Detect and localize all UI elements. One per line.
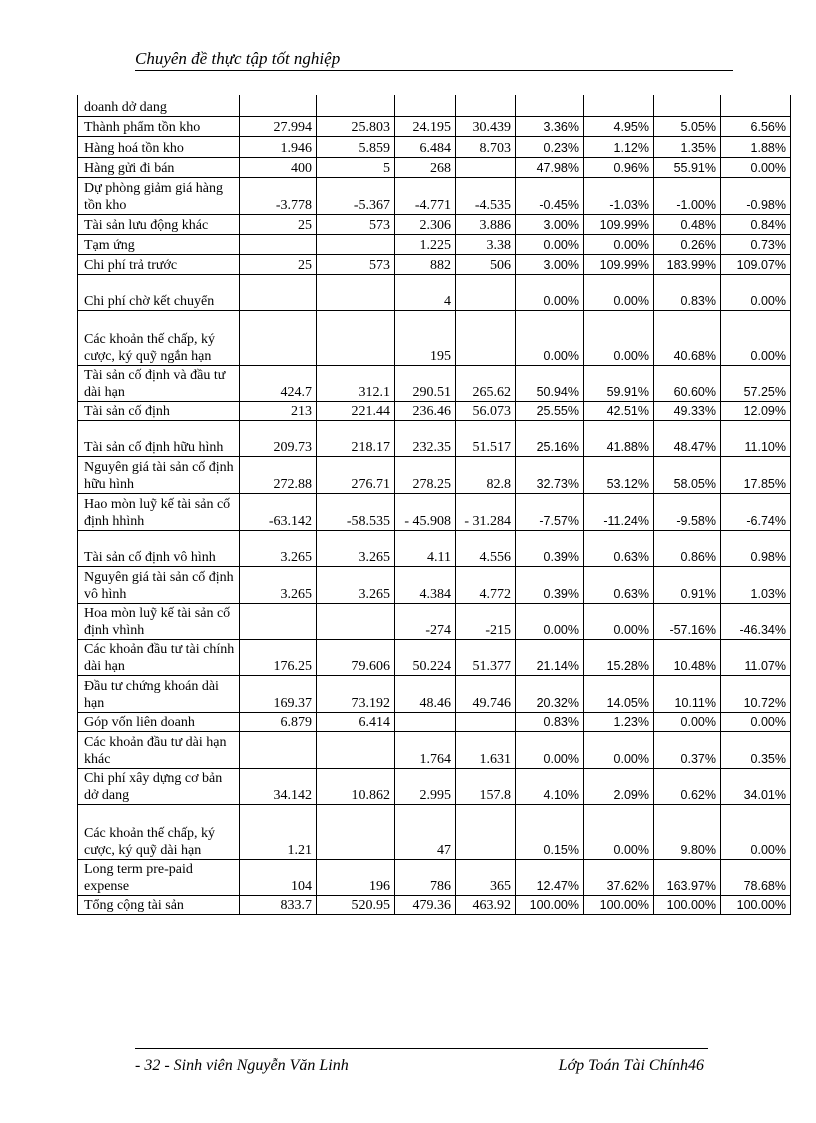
percent-cell: 0.00%	[516, 731, 584, 768]
value-cell	[317, 731, 395, 768]
percent-cell: 40.68%	[654, 310, 721, 365]
value-cell: 51.517	[456, 420, 516, 456]
value-cell: -58.535	[317, 493, 395, 530]
percent-cell: -46.34%	[721, 603, 791, 639]
percent-cell: 14.05%	[584, 675, 654, 712]
value-cell: 25	[240, 254, 317, 274]
percent-cell: 0.84%	[721, 214, 791, 234]
value-cell: 34.142	[240, 768, 317, 804]
percent-cell: 20.32%	[516, 675, 584, 712]
value-cell: 47	[395, 804, 456, 859]
table-row	[78, 214, 791, 234]
value-cell: 272.88	[240, 456, 317, 493]
value-cell: 213	[240, 401, 317, 420]
value-cell: 265.62	[456, 365, 516, 401]
value-cell	[317, 603, 395, 639]
percent-cell: 0.98%	[721, 530, 791, 566]
row-label: Hàng hoá tồn kho	[78, 136, 240, 157]
percent-cell: 12.09%	[721, 401, 791, 420]
value-cell: 221.44	[317, 401, 395, 420]
value-cell: 5.859	[317, 136, 395, 157]
row-label: Góp vốn liên doanh	[78, 712, 240, 731]
percent-cell: 10.11%	[654, 675, 721, 712]
table-row	[78, 254, 791, 274]
value-cell: 2.995	[395, 768, 456, 804]
percent-cell: 37.62%	[584, 859, 654, 895]
value-cell: 786	[395, 859, 456, 895]
percent-cell: 0.00%	[721, 804, 791, 859]
percent-cell: 47.98%	[516, 157, 584, 177]
percent-cell: 0.63%	[584, 530, 654, 566]
percent-cell: 60.60%	[654, 365, 721, 401]
table-row	[78, 639, 791, 675]
row-label: Tài sản cố định hữu hình	[78, 420, 240, 456]
value-cell: 3.265	[240, 530, 317, 566]
percent-cell: 9.80%	[654, 804, 721, 859]
percent-cell: 11.10%	[721, 420, 791, 456]
percent-cell: 57.25%	[721, 365, 791, 401]
percent-cell: 109.07%	[721, 254, 791, 274]
table-row	[78, 365, 791, 401]
percent-cell: 0.86%	[654, 530, 721, 566]
table-row	[78, 420, 791, 456]
value-cell	[456, 804, 516, 859]
table-row	[78, 603, 791, 639]
value-cell: 278.25	[395, 456, 456, 493]
value-cell: 218.17	[317, 420, 395, 456]
value-cell: 520.95	[317, 895, 395, 914]
value-cell: 176.25	[240, 639, 317, 675]
value-cell: 209.73	[240, 420, 317, 456]
value-cell: -63.142	[240, 493, 317, 530]
table-row	[78, 456, 791, 493]
value-cell: 27.994	[240, 116, 317, 136]
table-row	[78, 566, 791, 603]
percent-cell: 0.39%	[516, 530, 584, 566]
percent-cell: 11.07%	[721, 639, 791, 675]
value-cell: 573	[317, 254, 395, 274]
value-cell: 1.946	[240, 136, 317, 157]
footer-class-name: Lớp Toán Tài Chính46	[558, 1057, 704, 1074]
percent-cell: 1.88%	[721, 136, 791, 157]
row-label: Tổng cộng tài sản	[78, 895, 240, 914]
percent-cell: 0.00%	[516, 234, 584, 254]
row-label: Tài sản lưu động khác	[78, 214, 240, 234]
value-cell: - 31.284	[456, 493, 516, 530]
percent-cell: -0.45%	[516, 177, 584, 214]
value-cell: 506	[456, 254, 516, 274]
percent-cell: 0.39%	[516, 566, 584, 603]
percent-cell: 0.00%	[721, 157, 791, 177]
table-row	[78, 731, 791, 768]
value-cell: 424.7	[240, 365, 317, 401]
row-label: Tài sản cố định vô hình	[78, 530, 240, 566]
value-cell: 1.764	[395, 731, 456, 768]
table-body	[78, 95, 791, 914]
table-row	[78, 116, 791, 136]
percent-cell: 0.83%	[654, 274, 721, 310]
balance-sheet-table	[77, 95, 791, 915]
value-cell: 573	[317, 214, 395, 234]
row-label: Hoa mòn luỹ kế tài sản cố định vhình	[78, 603, 240, 639]
percent-cell: 0.00%	[721, 712, 791, 731]
row-label: Nguyên giá tài sản cố định hữu hình	[78, 456, 240, 493]
percent-cell: -57.16%	[654, 603, 721, 639]
percent-cell: 163.97%	[654, 859, 721, 895]
value-cell: 4.556	[456, 530, 516, 566]
table-row	[78, 712, 791, 731]
table-row	[78, 895, 791, 914]
value-cell: 196	[317, 859, 395, 895]
percent-cell: 0.91%	[654, 566, 721, 603]
value-cell	[240, 95, 317, 116]
percent-cell: 42.51%	[584, 401, 654, 420]
value-cell: 3.265	[240, 566, 317, 603]
row-label: Hao mòn luỹ kế tài sản cố định hhình	[78, 493, 240, 530]
percent-cell: 0.00%	[516, 274, 584, 310]
percent-cell: 6.56%	[721, 116, 791, 136]
row-label: Chi phí chờ kết chuyển	[78, 274, 240, 310]
row-label: Các khoản thế chấp, ký cược, ký quỹ dài hạn	[78, 804, 240, 859]
percent-cell: 10.72%	[721, 675, 791, 712]
percent-cell: 12.47%	[516, 859, 584, 895]
percent-cell: 0.00%	[584, 804, 654, 859]
value-cell: 365	[456, 859, 516, 895]
row-label: Các khoản thế chấp, ký cược, ký quỹ ngắn hạn	[78, 310, 240, 365]
percent-cell: -0.98%	[721, 177, 791, 214]
value-cell: 232.35	[395, 420, 456, 456]
value-cell	[456, 95, 516, 116]
value-cell: 6.879	[240, 712, 317, 731]
table-row	[78, 274, 791, 310]
percent-cell: 10.48%	[654, 639, 721, 675]
value-cell: 400	[240, 157, 317, 177]
value-cell: 4.384	[395, 566, 456, 603]
percent-cell: 25.55%	[516, 401, 584, 420]
value-cell: -215	[456, 603, 516, 639]
percent-cell: 21.14%	[516, 639, 584, 675]
row-label: Các khoản đầu tư dài hạn khác	[78, 731, 240, 768]
percent-cell: -11.24%	[584, 493, 654, 530]
value-cell: 157.8	[456, 768, 516, 804]
percent-cell: 0.00%	[516, 603, 584, 639]
value-cell	[240, 603, 317, 639]
value-cell	[456, 310, 516, 365]
value-cell: 3.265	[317, 530, 395, 566]
value-cell: 25	[240, 214, 317, 234]
percent-cell	[721, 95, 791, 116]
table-row	[78, 768, 791, 804]
page-footer	[135, 1048, 708, 1074]
percent-cell: 109.99%	[584, 254, 654, 274]
percent-cell: 0.00%	[721, 274, 791, 310]
percent-cell: -6.74%	[721, 493, 791, 530]
value-cell	[317, 310, 395, 365]
percent-cell: 0.96%	[584, 157, 654, 177]
value-cell: 268	[395, 157, 456, 177]
percent-cell: 49.33%	[654, 401, 721, 420]
value-cell: 312.1	[317, 365, 395, 401]
percent-cell: 0.37%	[654, 731, 721, 768]
table-row	[78, 95, 791, 116]
percent-cell: 0.00%	[516, 310, 584, 365]
percent-cell: 100.00%	[654, 895, 721, 914]
table-row	[78, 530, 791, 566]
percent-cell: 0.00%	[584, 731, 654, 768]
percent-cell: 50.94%	[516, 365, 584, 401]
value-cell	[317, 95, 395, 116]
value-cell: 6.414	[317, 712, 395, 731]
value-cell: 79.606	[317, 639, 395, 675]
row-label: Chi phí trả trước	[78, 254, 240, 274]
percent-cell: 0.00%	[584, 603, 654, 639]
row-label: Tài sản cố định	[78, 401, 240, 420]
row-label: Long term pre-paid expense	[78, 859, 240, 895]
percent-cell: 100.00%	[721, 895, 791, 914]
value-cell: 479.36	[395, 895, 456, 914]
value-cell: 276.71	[317, 456, 395, 493]
value-cell: 4.11	[395, 530, 456, 566]
table-row	[78, 157, 791, 177]
value-cell: 1.225	[395, 234, 456, 254]
value-cell: 3.886	[456, 214, 516, 234]
value-cell: 24.195	[395, 116, 456, 136]
percent-cell: 3.36%	[516, 116, 584, 136]
value-cell: -4.535	[456, 177, 516, 214]
percent-cell: 109.99%	[584, 214, 654, 234]
value-cell: 236.46	[395, 401, 456, 420]
value-cell	[317, 234, 395, 254]
value-cell: 56.073	[456, 401, 516, 420]
percent-cell: 0.23%	[516, 136, 584, 157]
value-cell	[456, 157, 516, 177]
value-cell: 30.439	[456, 116, 516, 136]
percent-cell: 58.05%	[654, 456, 721, 493]
row-label: doanh dở dang	[78, 95, 240, 116]
percent-cell: 1.35%	[654, 136, 721, 157]
value-cell: 833.7	[240, 895, 317, 914]
table-row	[78, 493, 791, 530]
percent-cell: 53.12%	[584, 456, 654, 493]
page-header	[135, 48, 733, 71]
value-cell: 463.92	[456, 895, 516, 914]
value-cell: 3.38	[456, 234, 516, 254]
value-cell: 1.21	[240, 804, 317, 859]
row-label: Thành phẩm tồn kho	[78, 116, 240, 136]
value-cell: 48.46	[395, 675, 456, 712]
percent-cell: -9.58%	[654, 493, 721, 530]
percent-cell: 55.91%	[654, 157, 721, 177]
footer-page-author: - 32 - Sinh viên Nguyễn Văn Linh	[135, 1057, 349, 1074]
percent-cell: 0.00%	[584, 234, 654, 254]
value-cell	[456, 274, 516, 310]
value-cell: -3.778	[240, 177, 317, 214]
percent-cell: -1.03%	[584, 177, 654, 214]
value-cell: 5	[317, 157, 395, 177]
percent-cell: 1.23%	[584, 712, 654, 731]
value-cell	[317, 804, 395, 859]
percent-cell: -7.57%	[516, 493, 584, 530]
percent-cell: 3.00%	[516, 214, 584, 234]
value-cell: 51.377	[456, 639, 516, 675]
value-cell	[240, 731, 317, 768]
percent-cell: 183.99%	[654, 254, 721, 274]
table-row	[78, 177, 791, 214]
value-cell: 50.224	[395, 639, 456, 675]
value-cell: 4.772	[456, 566, 516, 603]
value-cell	[395, 712, 456, 731]
percent-cell: 78.68%	[721, 859, 791, 895]
percent-cell: 2.09%	[584, 768, 654, 804]
row-label: Tài sản cố định và đầu tư dài hạn	[78, 365, 240, 401]
value-cell	[240, 234, 317, 254]
percent-cell: 34.01%	[721, 768, 791, 804]
row-label: Chi phí xây dựng cơ bản dở dang	[78, 768, 240, 804]
value-cell	[240, 274, 317, 310]
percent-cell: 1.03%	[721, 566, 791, 603]
document-title: Chuyên đề thực tập tốt nghiệp	[135, 49, 341, 68]
percent-cell	[584, 95, 654, 116]
percent-cell: 0.63%	[584, 566, 654, 603]
row-label: Đầu tư chứng khoán dài hạn	[78, 675, 240, 712]
percent-cell: 4.10%	[516, 768, 584, 804]
value-cell: 8.703	[456, 136, 516, 157]
percent-cell: 100.00%	[584, 895, 654, 914]
percent-cell: 32.73%	[516, 456, 584, 493]
percent-cell	[654, 95, 721, 116]
percent-cell: -1.00%	[654, 177, 721, 214]
value-cell: 3.265	[317, 566, 395, 603]
percent-cell: 25.16%	[516, 420, 584, 456]
table-row	[78, 310, 791, 365]
table-row	[78, 675, 791, 712]
row-label: Hàng gửi đi bán	[78, 157, 240, 177]
percent-cell	[516, 95, 584, 116]
percent-cell: 0.00%	[654, 712, 721, 731]
percent-cell: 0.35%	[721, 731, 791, 768]
value-cell	[317, 274, 395, 310]
percent-cell: 0.62%	[654, 768, 721, 804]
table-row	[78, 234, 791, 254]
value-cell	[456, 712, 516, 731]
table-row	[78, 804, 791, 859]
value-cell: 10.862	[317, 768, 395, 804]
percent-cell: 0.48%	[654, 214, 721, 234]
value-cell: 49.746	[456, 675, 516, 712]
value-cell	[240, 310, 317, 365]
percent-cell: 4.95%	[584, 116, 654, 136]
value-cell: - 45.908	[395, 493, 456, 530]
value-cell: 6.484	[395, 136, 456, 157]
value-cell: 4	[395, 274, 456, 310]
percent-cell: 0.26%	[654, 234, 721, 254]
percent-cell: 59.91%	[584, 365, 654, 401]
percent-cell: 0.15%	[516, 804, 584, 859]
value-cell: 882	[395, 254, 456, 274]
value-cell: 1.631	[456, 731, 516, 768]
percent-cell: 41.88%	[584, 420, 654, 456]
percent-cell: 0.00%	[584, 310, 654, 365]
percent-cell: 5.05%	[654, 116, 721, 136]
percent-cell: 100.00%	[516, 895, 584, 914]
percent-cell: 48.47%	[654, 420, 721, 456]
value-cell: 195	[395, 310, 456, 365]
table-row	[78, 859, 791, 895]
percent-cell: 1.12%	[584, 136, 654, 157]
row-label: Các khoản đầu tư tài chính dài hạn	[78, 639, 240, 675]
value-cell: 169.37	[240, 675, 317, 712]
percent-cell: 0.00%	[721, 310, 791, 365]
row-label: Tạm ứng	[78, 234, 240, 254]
value-cell: 73.192	[317, 675, 395, 712]
value-cell: -5.367	[317, 177, 395, 214]
percent-cell: 0.83%	[516, 712, 584, 731]
percent-cell: 0.73%	[721, 234, 791, 254]
value-cell: 290.51	[395, 365, 456, 401]
value-cell: 25.803	[317, 116, 395, 136]
value-cell: -4.771	[395, 177, 456, 214]
value-cell: -274	[395, 603, 456, 639]
percent-cell: 17.85%	[721, 456, 791, 493]
percent-cell: 15.28%	[584, 639, 654, 675]
value-cell: 2.306	[395, 214, 456, 234]
value-cell: 82.8	[456, 456, 516, 493]
percent-cell: 3.00%	[516, 254, 584, 274]
value-cell	[395, 95, 456, 116]
row-label: Dự phòng giảm giá hàng tồn kho	[78, 177, 240, 214]
table-row	[78, 136, 791, 157]
table-row	[78, 401, 791, 420]
row-label: Nguyên giá tài sản cố định vô hình	[78, 566, 240, 603]
value-cell: 104	[240, 859, 317, 895]
percent-cell: 0.00%	[584, 274, 654, 310]
